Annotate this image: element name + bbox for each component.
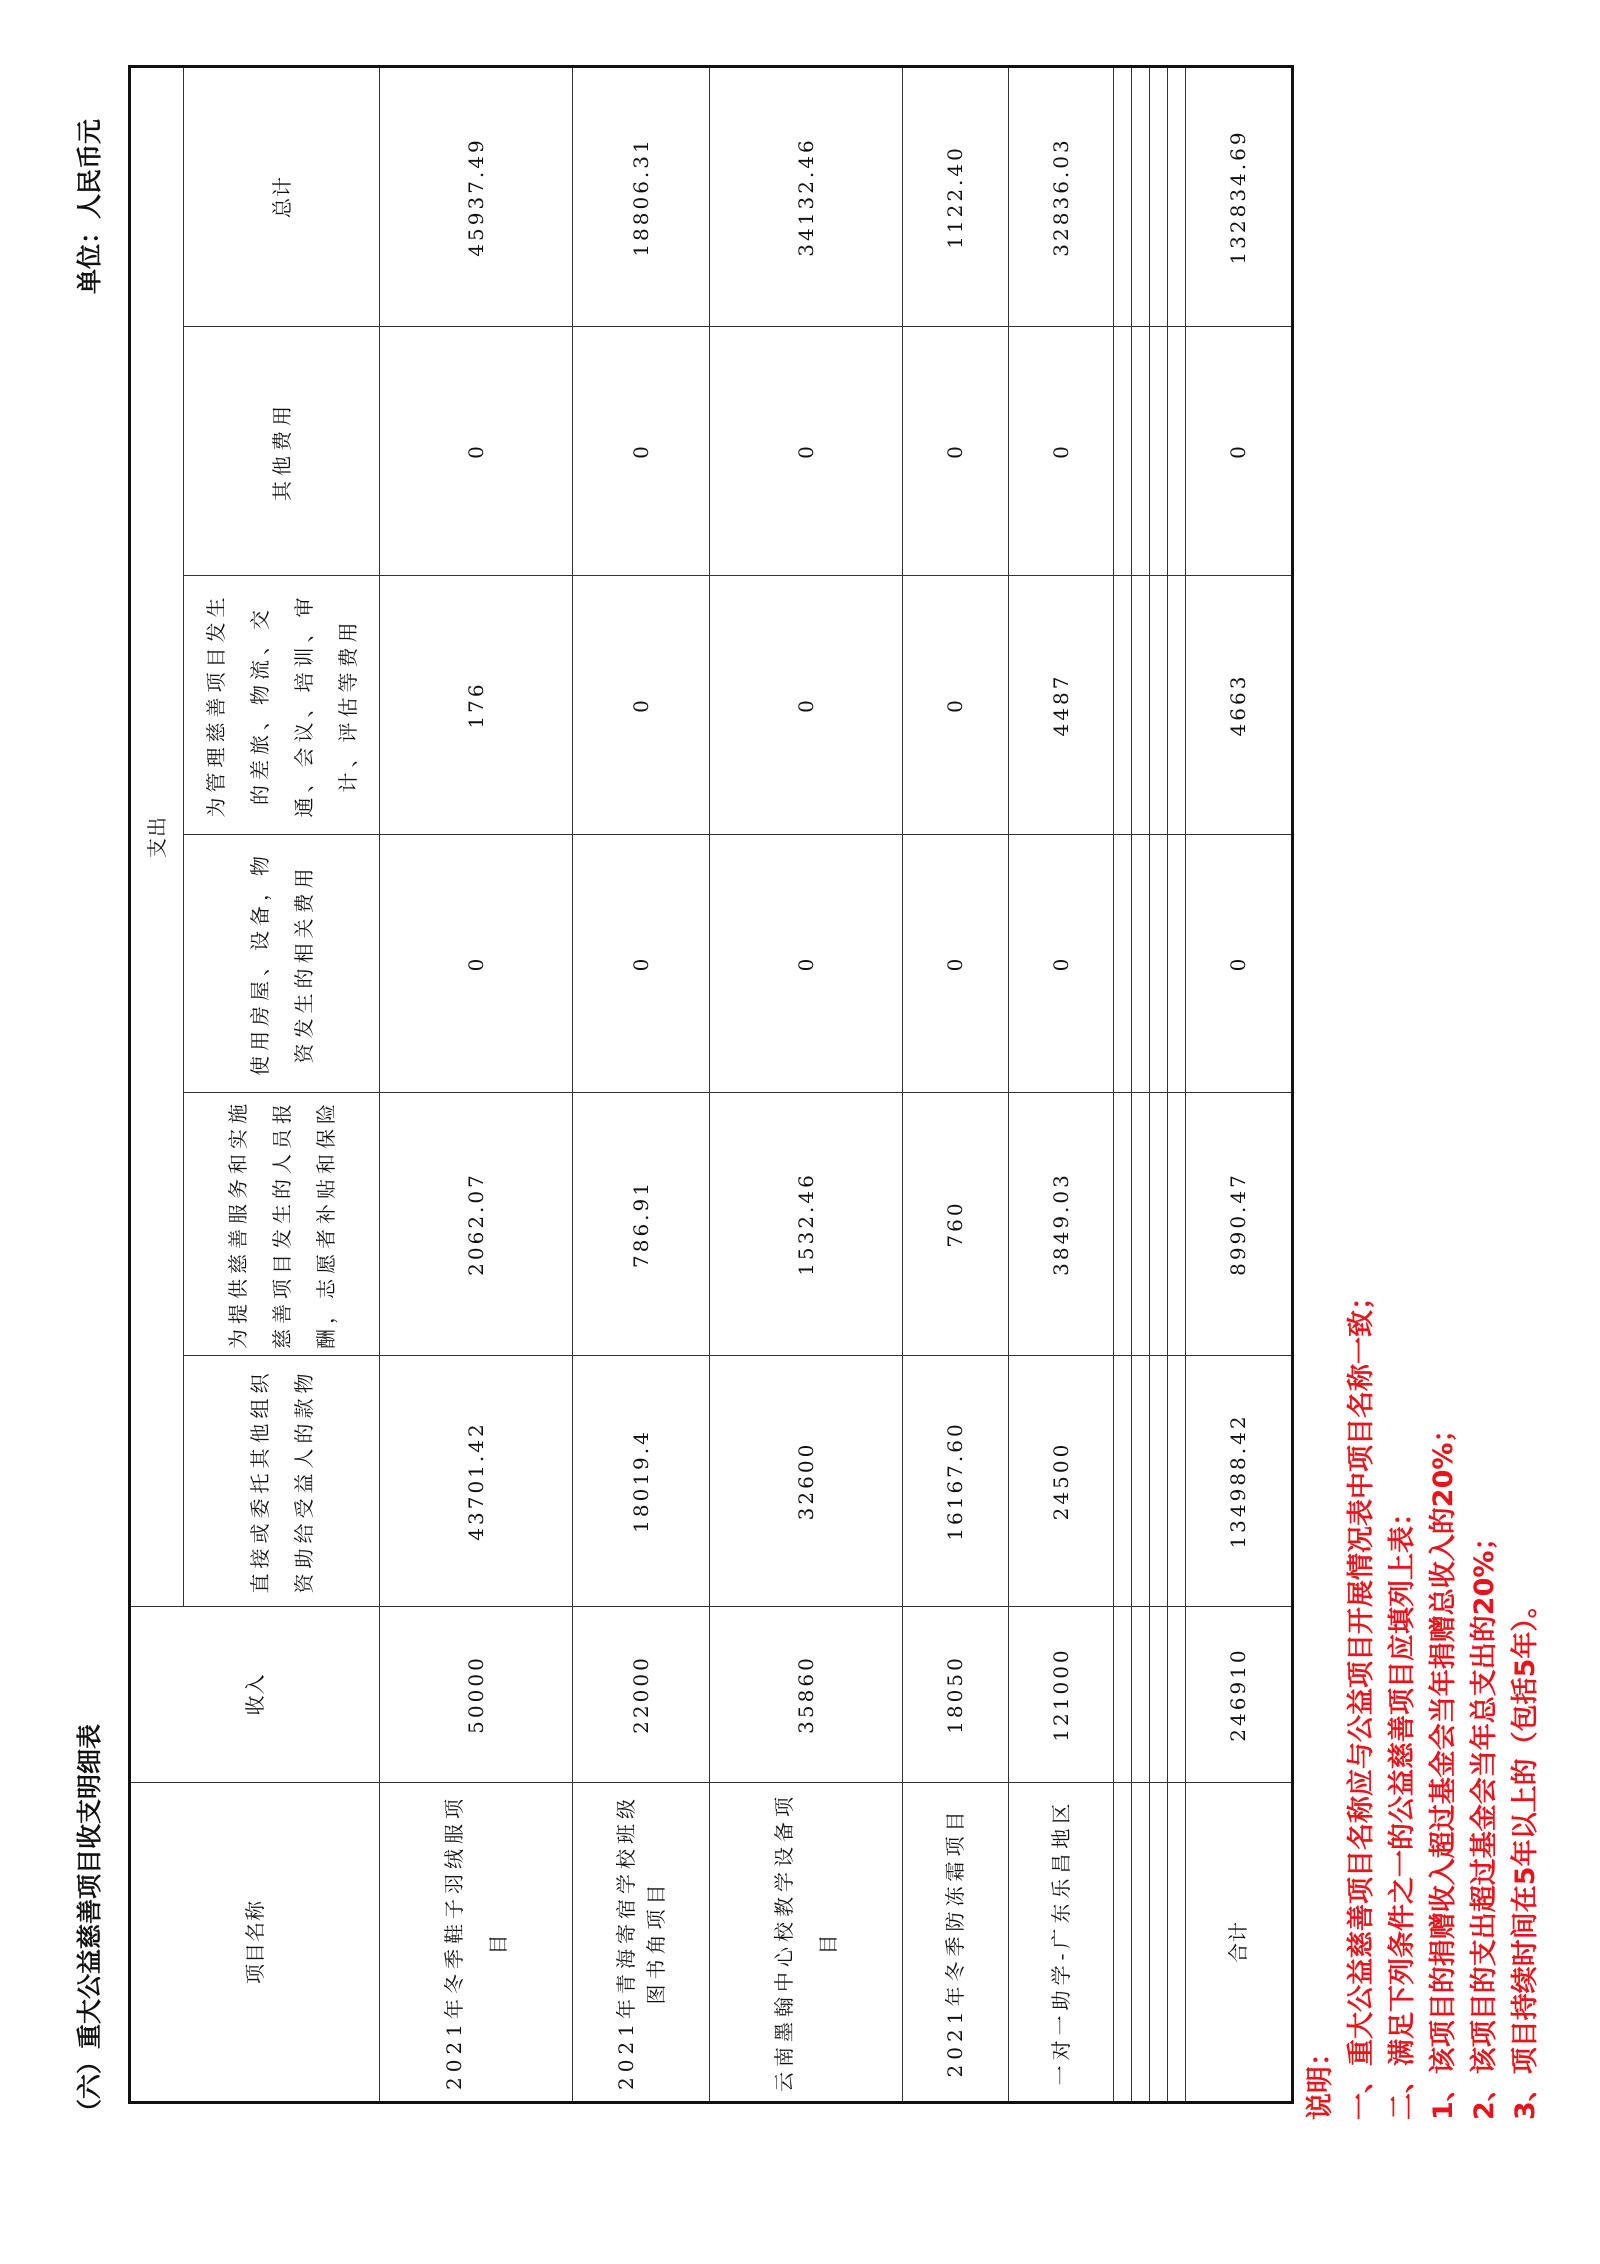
table-row: [710, 66, 903, 2102]
currency-unit: 单位：人民币元: [75, 118, 104, 294]
header-expense-group: 支出: [130, 66, 184, 1606]
header-row-1: [130, 66, 184, 2102]
cell-exp-grants: 32600: [710, 1356, 903, 1607]
header-exp-grants: 直接或委托其他组织资助给受益人的款物: [184, 1356, 380, 1607]
cell-exp-staff: 786.91: [572, 1093, 709, 1356]
cell-exp-facilities: 0: [903, 835, 1008, 1093]
empty-row: [1131, 66, 1149, 2102]
cell-exp-facilities: 0: [710, 835, 903, 1093]
cell-project-name: 2021年冬季防冻霜项目: [903, 1783, 1008, 2103]
note-line: 二、满足下列条件之一的公益慈善项目应填列上表：: [1387, 1499, 1418, 2120]
cell-exp-grants: 43701.42: [380, 1356, 573, 1607]
cell-exp-staff: 3849.03: [1008, 1093, 1113, 1356]
cell-grand-total: 132834.69: [1185, 66, 1292, 326]
note-line: 1、该项目的捐赠收入超过基金会当年捐赠总收入的20%；: [1428, 1415, 1459, 2120]
cell-exp-facilities: 0: [380, 835, 573, 1093]
empty-row: [1149, 66, 1167, 2102]
cell-total: 45937.49: [380, 66, 573, 326]
cell-total-label: 合计: [1185, 1783, 1292, 2103]
page-title: （六）重大公益慈善项目收支明细表: [75, 1723, 104, 2124]
cell-exp-management: 0: [903, 576, 1008, 835]
cell-exp-other: 0: [903, 327, 1008, 576]
header-project-name: 项目名称: [130, 1783, 380, 2103]
header-total: 总计: [184, 66, 380, 326]
cell-exp-other: 0: [572, 327, 709, 576]
cell-project-name: 一对一助学-广东乐昌地区: [1008, 1783, 1113, 2103]
cell-exp-facilities: 0: [572, 835, 709, 1093]
cell-income: 35860: [710, 1607, 903, 1783]
cell-total: 18806.31: [572, 66, 709, 326]
header-exp-facilities: 使用房屋、设备，物资发生的相关费用: [184, 835, 380, 1093]
cell-total: 34132.46: [710, 66, 903, 326]
cell-exp-management: 0: [710, 576, 903, 835]
cell-exp-other: 0: [1008, 327, 1113, 576]
totals-row: [1185, 66, 1292, 2102]
cell-exp-other: 0: [380, 327, 573, 576]
table-row: [380, 66, 573, 2102]
table-row: [903, 66, 1008, 2102]
cell-exp-grants: 18019.4: [572, 1356, 709, 1607]
cell-income: 50000: [380, 1607, 573, 1783]
cell-total: 1122.40: [903, 66, 1008, 326]
cell-exp-management: 176: [380, 576, 573, 835]
cell-project-name: 2021年冬季鞋子羽绒服项目: [380, 1783, 573, 2103]
cell-total-exp-management: 4663: [1185, 576, 1292, 835]
cell-exp-grants: 24500: [1008, 1356, 1113, 1607]
cell-exp-management: 4487: [1008, 576, 1113, 835]
project-finance-table: [128, 65, 1294, 2104]
cell-exp-grants: 16167.60: [903, 1356, 1008, 1607]
cell-exp-staff: 1532.46: [710, 1093, 903, 1356]
cell-exp-facilities: 0: [1008, 835, 1113, 1093]
header-income: 收入: [130, 1607, 380, 1783]
header-exp-other: 其他费用: [184, 327, 380, 576]
table-row: [572, 66, 709, 2102]
cell-total: 32836.03: [1008, 66, 1113, 326]
note-line: 2、该项目的支出超过基金会当年总支出的20%；: [1469, 1523, 1500, 2120]
empty-row: [1113, 66, 1131, 2102]
note-line: 一、重大公益慈善项目名称应与公益项目开展情况表中项目名称一致；: [1346, 1283, 1377, 2120]
notes-section: [1300, 420, 1546, 2120]
cell-total-income: 246910: [1185, 1607, 1292, 1783]
cell-project-name: 云南墨翰中心校教学设备项目: [710, 1783, 903, 2103]
cell-exp-management: 0: [572, 576, 709, 835]
cell-total-exp-grants: 134988.42: [1185, 1356, 1292, 1607]
cell-total-exp-staff: 8990.47: [1185, 1093, 1292, 1356]
cell-exp-staff: 760: [903, 1093, 1008, 1356]
empty-row: [1167, 66, 1185, 2102]
cell-income: 22000: [572, 1607, 709, 1783]
cell-total-exp-other: 0: [1185, 327, 1292, 576]
notes-heading: 说明：: [1305, 2039, 1336, 2120]
header-exp-staff: 为提供慈善服务和实施慈善项目发生的人员报酬，志愿者补贴和保险: [184, 1093, 380, 1356]
cell-income: 121000: [1008, 1607, 1113, 1783]
cell-exp-other: 0: [710, 327, 903, 576]
cell-total-exp-facilities: 0: [1185, 835, 1292, 1093]
table-row: [1008, 66, 1113, 2102]
cell-exp-staff: 2062.07: [380, 1093, 573, 1356]
note-line: 3、项目持续时间在5年以上的（包括5年）。: [1510, 1591, 1541, 2120]
cell-project-name: 2021年青海寄宿学校班级图书角项目: [572, 1783, 709, 2103]
cell-income: 18050: [903, 1607, 1008, 1783]
header-exp-management: 为管理慈善项目发生的差旅、物流、交通、会议、培训、审计、评估等费用: [184, 576, 380, 835]
